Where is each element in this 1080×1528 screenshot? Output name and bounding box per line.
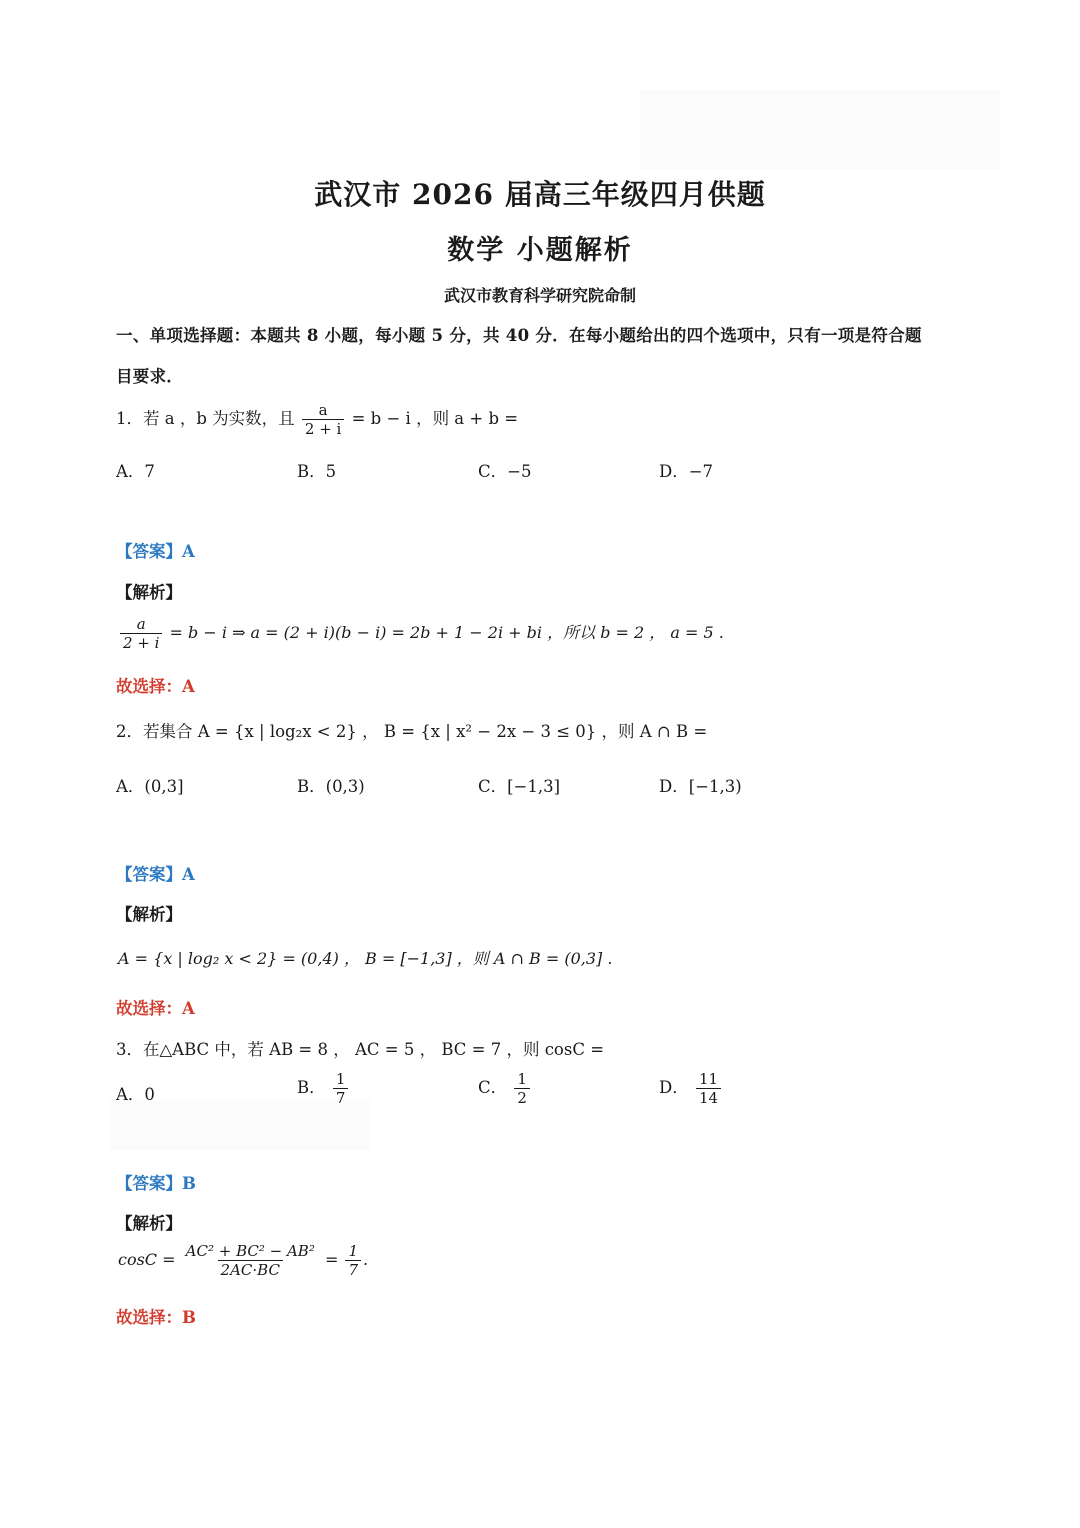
question-1 — [116, 402, 518, 437]
fraction-numerator: 1 — [335, 1070, 346, 1088]
q1-analysis-label: 【解析】 — [116, 583, 182, 602]
q1-solution — [118, 616, 724, 651]
q3-final: 故选择：B — [116, 1308, 196, 1327]
q2-solution: A = {x | log₂ x < 2} = (0,4) ， B = [−1,3] ，则 A ∩ B = (0,3] . — [118, 949, 613, 968]
answer-value: B — [182, 1174, 196, 1193]
q1-option-a: A．7 — [116, 462, 155, 481]
option-fraction — [514, 1071, 530, 1106]
q2-option-b: B．(0,3) — [297, 777, 365, 796]
fraction-numerator: a — [136, 615, 146, 633]
solution-equals: = — [324, 1250, 339, 1269]
q2-final: 故选择：A — [116, 999, 195, 1018]
question-1-suffix: = b − i ，则 a + b = — [351, 409, 519, 428]
author-line: 武汉市教育科学研究院命制 — [443, 286, 636, 305]
q2-analysis-label: 【解析】 — [116, 905, 182, 924]
q1-final: 故选择：A — [116, 677, 195, 696]
fraction-denominator: 7 — [333, 1088, 349, 1107]
q3-analysis-label: 【解析】 — [116, 1214, 182, 1233]
fraction-numerator: 11 — [698, 1070, 719, 1088]
solution-prefix: cosC = — [118, 1250, 176, 1269]
q3-option-a — [116, 1081, 155, 1105]
question-1-prefix: 1．若 a ，b 为实数，且 — [116, 409, 295, 428]
fraction-numerator: 1 — [517, 1070, 527, 1088]
option-label: A． — [116, 1085, 145, 1104]
answer-value: A — [182, 542, 195, 561]
q3-option-d — [659, 1071, 723, 1106]
page-title: 武汉市 2026 届高三年级四月供题 — [314, 178, 766, 211]
option-label: D． — [659, 1078, 689, 1097]
fraction-denominator: 2 — [514, 1088, 530, 1107]
solution-result-fraction — [345, 1243, 361, 1278]
q3-answer — [116, 1170, 196, 1194]
option-value: 0 — [144, 1085, 155, 1104]
q2-option-a: A．(0,3] — [116, 777, 184, 796]
section-heading-line2: 目要求． — [116, 367, 184, 386]
page-subtitle: 数学 小题解析 — [447, 235, 633, 266]
solution-end: . — [362, 1250, 369, 1269]
q2-option-d: D．[−1,3) — [659, 777, 742, 796]
option-fraction — [696, 1071, 721, 1106]
answer-label: 【答案】 — [116, 865, 182, 884]
q3-solution — [118, 1243, 368, 1278]
fraction-denominator: 2 + i — [302, 419, 344, 438]
answer-label: 【答案】 — [116, 542, 182, 561]
q2-answer — [116, 861, 195, 885]
option-label: B． — [297, 1078, 326, 1097]
solution-fraction — [120, 616, 162, 651]
q3-option-c — [478, 1071, 532, 1106]
scan-shade-left — [110, 1100, 370, 1150]
q1-option-b: B．5 — [297, 462, 337, 481]
question-3: 3．在△ABC 中，若 AB = 8 ， AC = 5 ， BC = 7 ，则 cosC = — [116, 1040, 605, 1059]
fraction-denominator: 2 + i — [120, 633, 162, 652]
q1-answer — [116, 538, 195, 562]
fraction-denominator: 14 — [696, 1088, 721, 1107]
fraction-denominator: 2AC·BC — [218, 1260, 283, 1279]
section-heading-line1: 一、单项选择题：本题共 8 小题，每小题 5 分，共 40 分．在每小题给出的四个选项中，只有一项是符合题 — [116, 326, 922, 345]
answer-value: A — [182, 865, 195, 884]
q1-option-d: D．−7 — [659, 462, 714, 481]
fraction-numerator: a — [318, 401, 328, 419]
q2-option-c: C．[−1,3] — [478, 777, 561, 796]
question-1-fraction — [302, 402, 344, 437]
fraction-numerator: 1 — [348, 1242, 358, 1260]
scan-shade-top-right — [640, 90, 1000, 170]
option-label: C． — [478, 1078, 508, 1097]
q1-option-c: C．−5 — [478, 462, 532, 481]
fraction-denominator: 7 — [345, 1260, 361, 1279]
option-fraction — [333, 1071, 349, 1106]
solution-fraction — [183, 1243, 318, 1278]
fraction-numerator: AC² + BC² − AB² — [185, 1242, 315, 1260]
question-2: 2．若集合 A = {x | log₂x < 2} ， B = {x | x² − 2x − 3 ≤ 0} ，则 A ∩ B = — [116, 722, 708, 741]
solution-text: = b − i ⇒ a = (2 + i)(b − i) = 2b + 1 − 2i + bi ，所以 b = 2 ， a = 5 . — [169, 623, 724, 642]
q3-option-b — [297, 1071, 350, 1106]
answer-label: 【答案】 — [116, 1174, 182, 1193]
